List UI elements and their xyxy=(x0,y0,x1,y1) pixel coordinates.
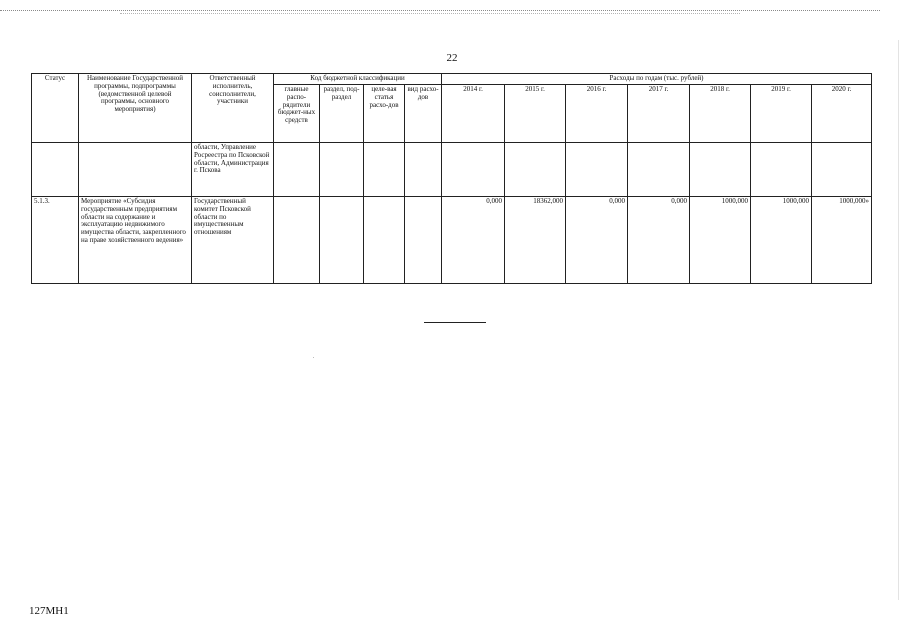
cell-code-type xyxy=(405,143,442,197)
cell-value-2015: 18362,000 xyxy=(505,197,566,284)
cell-value-2019 xyxy=(751,143,812,197)
cell-status: 5.1.3. xyxy=(32,197,79,284)
cell-value-2014 xyxy=(442,143,505,197)
cell-value-2017: 0,000 xyxy=(628,197,690,284)
cell-program-name xyxy=(79,143,192,197)
page-number: 22 xyxy=(446,52,458,64)
header-year-2015: 2015 г. xyxy=(505,85,566,143)
header-year-2016: 2016 г. xyxy=(566,85,628,143)
cell-value-2019: 1000,000 xyxy=(751,197,812,284)
cell-value-2016: 0,000 xyxy=(566,197,628,284)
header-status: Статус xyxy=(32,74,79,143)
header-code-grbs: главные распо-рядители бюджет-ных средств xyxy=(274,85,320,143)
cell-code-article xyxy=(364,143,405,197)
header-year-2020: 2020 г. xyxy=(812,85,872,143)
header-program-name: Наименование Государственной программы, подпрограммы (ведомственной целевой программы, основного мероприятия) xyxy=(79,74,192,143)
header-year-2018: 2018 г. xyxy=(690,85,751,143)
cell-value-2017 xyxy=(628,143,690,197)
table-row xyxy=(32,143,872,197)
header-code-type: вид расхо-дов xyxy=(405,85,442,143)
cell-value-2020: 1000,000» xyxy=(812,197,872,284)
cell-value-2018: 1000,000 xyxy=(690,197,751,284)
header-expenses-group: Расходы по годам (тыс. рублей) xyxy=(442,74,872,85)
section-divider-line xyxy=(424,322,486,323)
table-row xyxy=(32,197,872,284)
cell-responsible: Государственный комитет Псковской области по имущественным отношениям xyxy=(192,197,274,284)
cell-value-2014: 0,000 xyxy=(442,197,505,284)
scan-artifact-line xyxy=(0,10,880,11)
header-year-2019: 2019 г. xyxy=(751,85,812,143)
cell-code-grbs xyxy=(274,197,320,284)
document-code: 127МН1 xyxy=(29,605,69,617)
budget-table xyxy=(31,73,872,284)
header-year-2014: 2014 г. xyxy=(442,85,505,143)
cell-code-section xyxy=(320,143,364,197)
cell-status xyxy=(32,143,79,197)
cell-value-2015 xyxy=(505,143,566,197)
cell-code-grbs xyxy=(274,143,320,197)
header-code-section: раздел, под-раздел xyxy=(320,85,364,143)
cell-value-2020 xyxy=(812,143,872,197)
cell-code-article xyxy=(364,197,405,284)
cell-code-type xyxy=(405,197,442,284)
header-year-2017: 2017 г. xyxy=(628,85,690,143)
scan-speck xyxy=(313,357,314,358)
scan-artifact-line xyxy=(120,13,740,14)
cell-value-2018 xyxy=(690,143,751,197)
cell-code-section xyxy=(320,197,364,284)
header-code-article: целе-вая статья расхо-дов xyxy=(364,85,405,143)
header-budget-code-group: Код бюджетной классификации xyxy=(274,74,442,85)
scan-page-edge xyxy=(898,40,899,600)
header-responsible: Ответственный исполнитель, соисполнители, участники xyxy=(192,74,274,143)
cell-responsible: области, Управление Росреестра по Псковской области, Администрация г. Пскова xyxy=(192,143,274,197)
cell-program-name: Мероприятие «Субсидия государственным предприятиям области на содержание и эксплуатацию недвижимого имущества области, закрепленного на праве хозяйственного ведения» xyxy=(79,197,192,284)
cell-value-2016 xyxy=(566,143,628,197)
